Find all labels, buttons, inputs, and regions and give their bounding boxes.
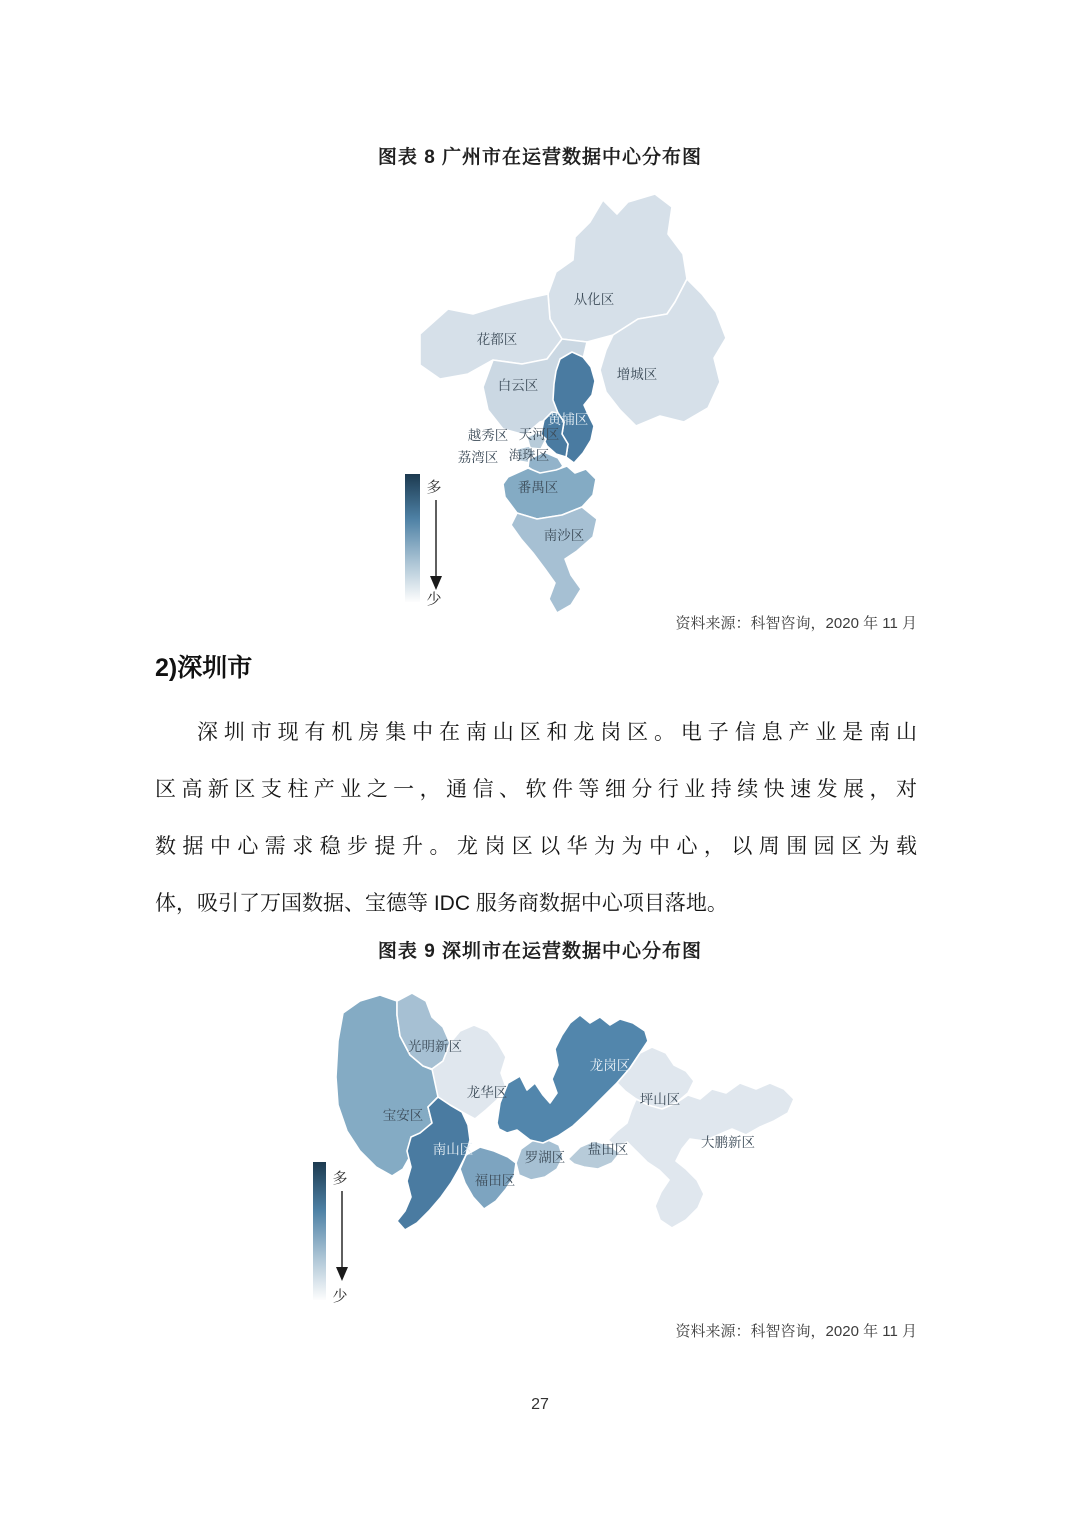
paragraph-line: 深圳市现有机房集中在南山区和龙岗区。电子信息产业是南山 xyxy=(197,721,917,744)
legend-less-label: 少 xyxy=(332,1288,348,1305)
region-label-zengcheng: 增城区 xyxy=(616,367,658,382)
region-label-yuexiu: 越秀区 xyxy=(467,428,509,443)
shenzhen-map xyxy=(300,983,840,1313)
legend-gradient xyxy=(405,474,420,602)
chart8-title: 图表 8 广州市在运营数据中心分布图 xyxy=(377,147,703,168)
paragraph-line: 数据中心需求稳步提升。龙岗区以华为为中心，以周围园区为载 xyxy=(155,835,917,858)
page-number: 27 xyxy=(531,1396,549,1413)
region-label-pingshan: 坪山区 xyxy=(639,1092,681,1107)
region-label-huangpu: 黄埔区 xyxy=(547,412,589,427)
legend xyxy=(313,1162,348,1305)
region-label-nansha: 南沙区 xyxy=(543,528,585,543)
region-label-tianhe: 天河区 xyxy=(518,427,560,442)
region-label-baoan: 宝安区 xyxy=(382,1108,424,1123)
region-label-dapeng: 大鹏新区 xyxy=(701,1135,755,1150)
legend-more-label: 多 xyxy=(426,479,442,496)
chart9-title: 图表 9 深圳市在运营数据中心分布图 xyxy=(377,941,703,962)
region-label-futian: 福田区 xyxy=(474,1173,516,1188)
region-label-conghua: 从化区 xyxy=(573,292,615,307)
region-label-liwan: 荔湾区 xyxy=(457,450,499,465)
legend-less-label: 少 xyxy=(426,591,442,608)
section-heading: 2)深圳市 xyxy=(155,654,253,682)
region-label-panyu: 番禺区 xyxy=(517,480,559,495)
legend-gradient xyxy=(313,1162,326,1300)
region-label-longhua: 龙华区 xyxy=(466,1085,508,1100)
chart8-source: 资料来源：科智咨询，2020 年 11 月 xyxy=(675,615,917,632)
region-label-baiyun: 白云区 xyxy=(497,378,539,393)
legend-more-label: 多 xyxy=(332,1170,348,1187)
legend-arrowhead-icon xyxy=(336,1267,348,1281)
body-paragraph xyxy=(155,704,917,932)
region-label-guangming: 光明新区 xyxy=(408,1039,462,1054)
guangzhou-map xyxy=(370,182,740,622)
chart9-source: 资料来源：科智咨询，2020 年 11 月 xyxy=(675,1323,917,1340)
region-label-huadu: 花都区 xyxy=(476,332,518,347)
region-label-luohu: 罗湖区 xyxy=(524,1150,566,1165)
region-nansha xyxy=(511,507,597,613)
region-dapeng xyxy=(608,1083,794,1228)
region-label-longgang: 龙岗区 xyxy=(589,1058,631,1073)
legend xyxy=(405,474,442,608)
paragraph-line: 体，吸引了万国数据、宝德等 IDC 服务商数据中心项目落地。 xyxy=(155,892,728,915)
region-label-nanshan: 南山区 xyxy=(432,1142,474,1157)
legend-arrowhead-icon xyxy=(430,576,442,590)
paragraph-line: 区高新区支柱产业之一，通信、软件等细分行业持续快速发展，对 xyxy=(155,778,917,801)
region-label-yantian: 盐田区 xyxy=(587,1142,629,1157)
region-label-haizhu: 海珠区 xyxy=(508,448,550,463)
